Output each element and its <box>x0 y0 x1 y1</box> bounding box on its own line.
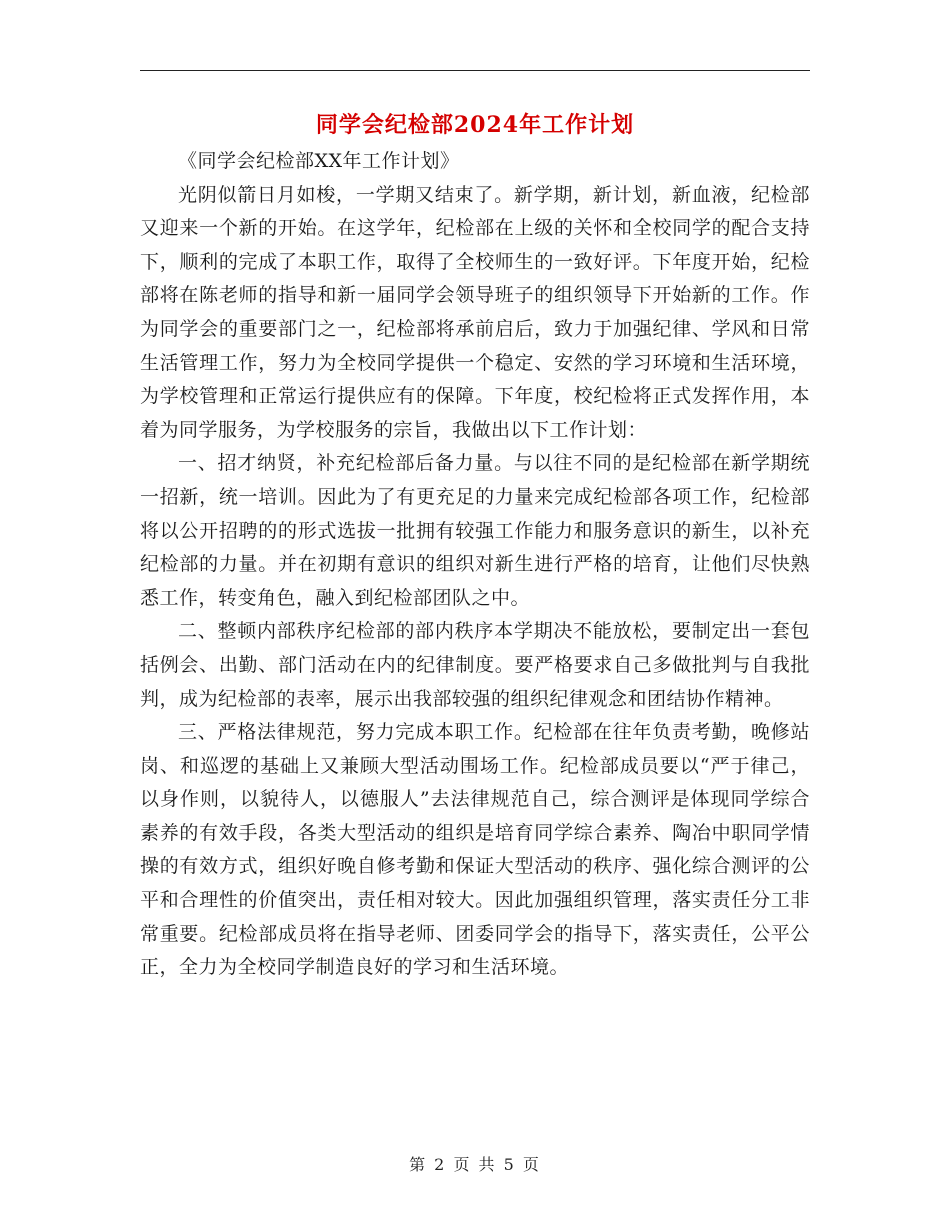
body-paragraph: 光阴似箭日月如梭，一学期又结束了。新学期，新计划，新血液，纪检部又迎来一个新的开始。在这学年，纪检部在上级的关怀和全校同学的配合支持下，顺利的完成了本职工作，取得了全校师生的一致好评。下年度开始，纪检部将在陈老师的指导和新一届同学会领导班子的组织领导下开始新的工作。作为同学会的重要部门之一，纪检部将承前启后，致力于加强纪律、学风和日常生活管理工作，努力为全校同学提供一个稳定、安然的学习环境和生活环境，为学校管理和正常运行提供应有的保障。下年度，校纪检将正式发挥作用，本着为同学服务，为学校服务的宗旨，我做出以下工作计划： <box>140 183 810 441</box>
document-body <box>140 145 810 985</box>
page-number: 第 2 页 共 5 页 <box>409 1155 541 1174</box>
document-title: 同学会纪检部2024年工作计划 <box>315 112 635 138</box>
body-paragraph: 一、招才纳贤，补充纪检部后备力量。与以往不同的是纪检部在新学期统一招新，统一培训。因此为了有更充足的力量来完成纪检部各项工作，纪检部将以公开招聘的的形式选拔一批拥有较强工作能力和服务意识的新生，以补充纪检部的力量。并在初期有意识的组织对新生进行严格的培育，让他们尽快熟悉工作，转变角色，融入到纪检部团队之中。 <box>140 452 810 609</box>
body-paragraph: 二、整顿内部秩序纪检部的部内秩序本学期决不能放松，要制定出一套包括例会、出勤、部门活动在内的纪律制度。要严格要求自己多做批判与自我批判，成为纪检部的表率，展示出我部较强的组织纪律观念和团结协作精神。 <box>140 620 810 710</box>
body-paragraph: 三、严格法律规范，努力完成本职工作。纪检部在往年负责考勤，晚修站岗、和巡逻的基础上又兼顾大型活动围场工作。纪检部成员要以“严于律己，以身作则，以貌待人，以德服人”去法律规范自己，综合测评是体现同学综合素养的有效手段，各类大型活动的组织是培育同学综合素养、陶冶中职同学情操的有效方式，组织好晚自修考勤和保证大型活动的秩序、强化综合测评的公平和合理性的价值突出，责任相对较大。因此加强组织管理，落实责任分工非常重要。纪检部成员将在指导老师、团委同学会的指导下，落实责任，公平公正，全力为全校同学制造良好的学习和生活环境。 <box>140 721 810 979</box>
body-paragraph: 《同学会纪检部XX年工作计划》 <box>178 150 460 172</box>
header-rule <box>140 70 810 71</box>
